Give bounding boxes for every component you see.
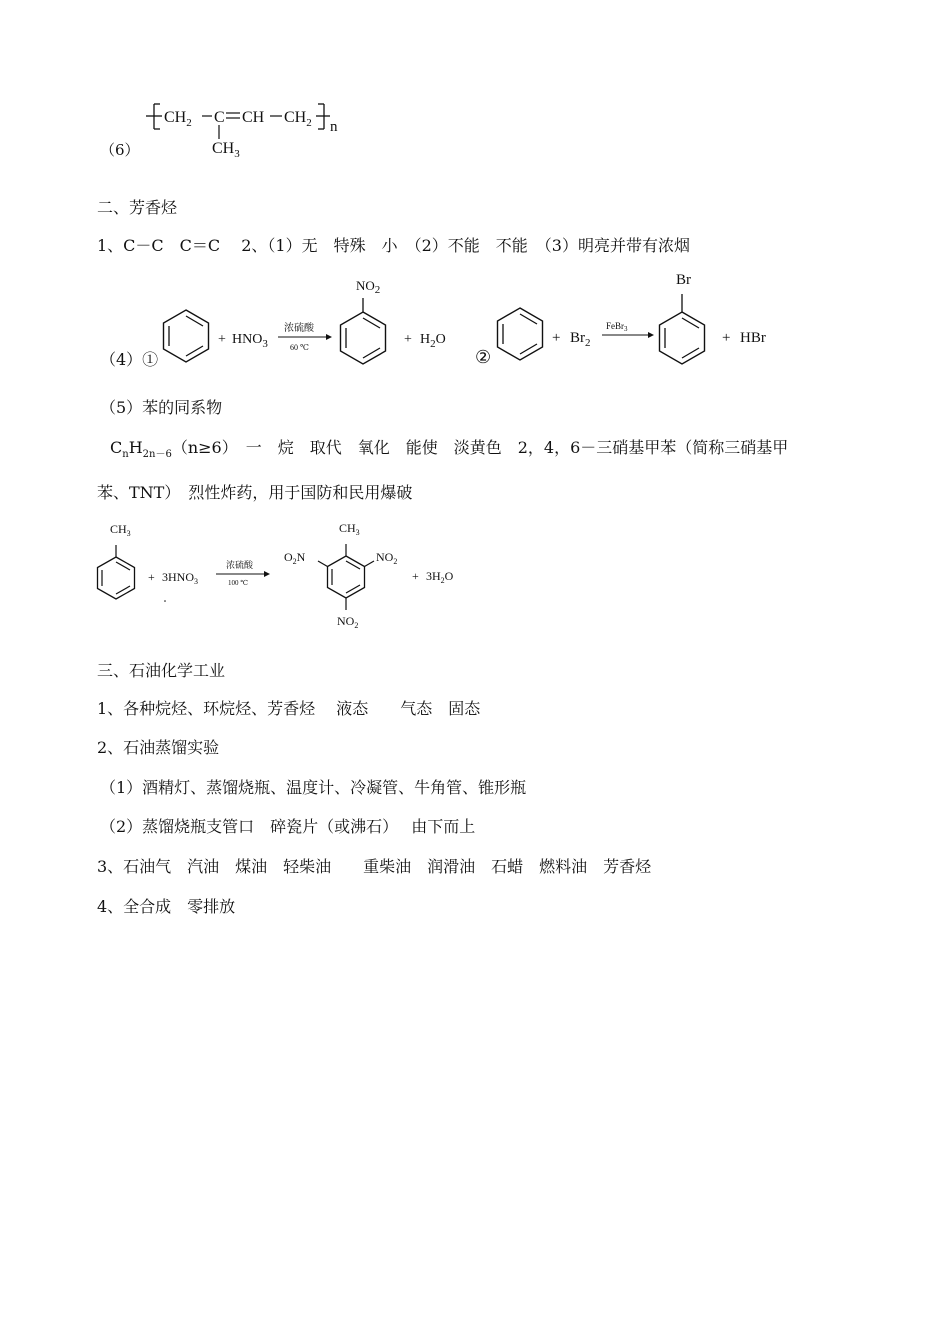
polymer-ch2-left: CH bbox=[164, 109, 187, 126]
svg-text:+: + bbox=[552, 330, 561, 346]
polymer-n: n bbox=[330, 119, 338, 135]
svg-text:O2N: $O_2N$ bbox=[284, 550, 306, 566]
tnt-ring bbox=[318, 544, 374, 610]
item-5-heading: （5）苯的同系物 bbox=[100, 398, 223, 417]
svg-text:NO2: $NO_2$ bbox=[356, 278, 381, 296]
svg-text:100 ℃: 100 ℃ bbox=[228, 579, 249, 587]
circle-2: ② bbox=[475, 347, 492, 368]
svg-text:+: + bbox=[404, 332, 412, 347]
svg-text:CH2: $CH_2$ bbox=[284, 109, 312, 129]
svg-text:+: + bbox=[218, 332, 226, 347]
svg-text:+: + bbox=[148, 570, 155, 584]
svg-text:Br: Br bbox=[676, 272, 691, 288]
svg-text:NO2: $NO_2$ bbox=[337, 614, 359, 630]
svg-text:NO2: $NO_2$ bbox=[376, 550, 398, 566]
svg-text:CH2: $CH_2$ bbox=[164, 109, 192, 129]
item-6-label: （6） bbox=[100, 141, 140, 159]
polymer-ch: CH bbox=[242, 109, 265, 126]
polymer-structure bbox=[140, 95, 380, 165]
section3-line6: 4、全合成 零排放 bbox=[97, 897, 236, 916]
svg-text:+: + bbox=[722, 330, 731, 346]
svg-text:H2O: $H_2O$ bbox=[420, 332, 446, 350]
section2-line1: 1、C－C C＝C 2、（1）无 特殊 小 （2）不能 不能 （3）明亮并带有浓烟 bbox=[97, 236, 690, 255]
polymer-ch2-right: CH bbox=[284, 109, 307, 126]
benzene-nitration-reaction bbox=[148, 270, 488, 380]
section3-line3: （1）酒精灯、蒸馏烧瓶、温度计、冷凝管、牛角管、锥形瓶 bbox=[100, 778, 527, 797]
toluene-ring bbox=[98, 545, 135, 599]
item-5-line2: 苯、TNT） 烈性炸药，用于国防和民用爆破 bbox=[97, 483, 413, 502]
bromobenzene-ring bbox=[660, 294, 705, 364]
benzene-ring bbox=[164, 310, 209, 362]
section2-heading: 二、芳香烃 bbox=[97, 198, 178, 217]
condition-top: 浓硫酸 bbox=[284, 323, 314, 334]
section3-line4: （2）蒸馏烧瓶支管口 碎瓷片（或沸石） 由下而上 bbox=[100, 817, 476, 836]
section3-line1: 1、各种烷烃、环烷烃、芳香烃 液态 气态 固态 bbox=[97, 699, 481, 718]
condition-bottom: 60 ℃ bbox=[290, 343, 309, 352]
svg-text:3HNO3: $3HNO_3$ bbox=[162, 570, 198, 586]
svg-text:CH3: $CH_3$ bbox=[212, 140, 240, 160]
tnt-synthesis-reaction bbox=[90, 515, 490, 640]
svg-text:HBr: HBr bbox=[740, 330, 766, 346]
section3-line5: 3、石油气 汽油 煤油 轻柴油 重柴油 润滑油 石蜡 燃料油 芳香烃 bbox=[97, 857, 652, 876]
benzene-ring-2 bbox=[498, 308, 543, 360]
svg-text:CH3: $CH_3$ bbox=[110, 522, 131, 538]
item-5-line1: $C_nH_{2n-6}(n\ge 6)$ 一 烷 取代 氧化 能使 淡黄色 2，4，6－三硝基甲苯（简称三硝基甲 bbox=[110, 438, 789, 461]
svg-text:CH3: $CH_3$ bbox=[339, 521, 360, 537]
nitrobenzene-ring bbox=[341, 298, 386, 364]
polymer-ch3: CH bbox=[212, 140, 235, 157]
section3-line2: 2、石油蒸馏实验 bbox=[97, 738, 220, 757]
svg-text:FeBr3: FeBr$_3$ bbox=[606, 321, 628, 333]
polymer-c: C bbox=[214, 109, 225, 126]
svg-text:HNO3: $HNO_3$ bbox=[232, 332, 268, 350]
section3-heading: 三、石油化学工业 bbox=[97, 661, 226, 680]
svg-text:Br2: $Br_2$ bbox=[570, 330, 591, 349]
item-4-label: （4）① bbox=[100, 350, 159, 369]
svg-text:+: + bbox=[412, 569, 419, 583]
svg-text:3H2O: $3H_2O$ bbox=[426, 569, 454, 585]
benzene-bromination-reaction bbox=[490, 262, 800, 372]
svg-text:浓硫酸: 浓硫酸 bbox=[226, 560, 254, 570]
